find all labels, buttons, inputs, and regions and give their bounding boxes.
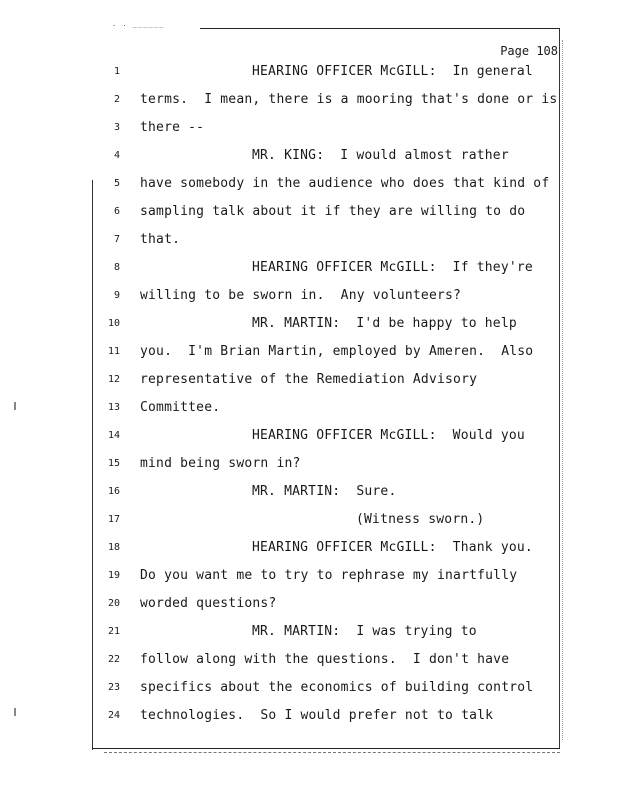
line-text: representative of the Remediation Advisory — [140, 372, 478, 387]
line-number: 2 — [113, 94, 120, 105]
line-text: willing to be sworn in. Any volunteers? — [140, 288, 462, 303]
line-number: 20 — [107, 598, 120, 609]
transcript-line — [0, 172, 618, 200]
line-text: technologies. So I would prefer not to talk — [140, 708, 494, 723]
transcript-line — [0, 116, 618, 144]
line-number: 13 — [107, 402, 120, 413]
transcript-line — [0, 704, 618, 732]
transcript-line — [0, 424, 618, 452]
line-text: follow along with the questions. I don't have — [140, 652, 510, 667]
transcript-line — [0, 284, 618, 312]
transcript-body — [0, 60, 618, 732]
line-number: 18 — [107, 542, 120, 553]
line-text: MR. KING: I would almost rather — [252, 148, 509, 163]
transcript-line — [0, 508, 618, 536]
transcript-line — [0, 368, 618, 396]
transcript-line — [0, 592, 618, 620]
line-text: sampling talk about it if they are willing to do — [140, 204, 526, 219]
transcript-line — [0, 228, 618, 256]
line-number: 5 — [113, 178, 120, 189]
line-number: 9 — [113, 290, 120, 301]
transcript-line — [0, 340, 618, 368]
line-number: 3 — [113, 122, 120, 133]
transcript-line — [0, 60, 618, 88]
transcript-line — [0, 676, 618, 704]
line-number: 8 — [113, 262, 120, 273]
line-number: 23 — [107, 682, 120, 693]
line-text: terms. I mean, there is a mooring that's done or is — [140, 92, 558, 107]
line-text: that. — [140, 232, 181, 247]
line-number: 15 — [107, 458, 120, 469]
line-text: there -- — [140, 120, 205, 135]
transcript-line — [0, 452, 618, 480]
line-number: 24 — [107, 710, 120, 721]
transcript-line — [0, 480, 618, 508]
top-rule — [200, 28, 560, 29]
line-number: 17 — [107, 514, 120, 525]
line-text: specifics about the economics of building control — [140, 680, 534, 695]
bottom-scan-noise — [104, 752, 560, 755]
line-text: MR. MARTIN: I was trying to — [252, 624, 477, 639]
line-number: 21 — [107, 626, 120, 637]
line-number: 10 — [107, 318, 120, 329]
transcript-line — [0, 200, 618, 228]
line-text: HEARING OFFICER McGILL: If they're — [252, 260, 533, 275]
line-text: Do you want me to try to rephrase my inartfully — [140, 568, 518, 583]
line-text: HEARING OFFICER McGILL: Thank you. — [252, 540, 533, 555]
line-number: 19 — [107, 570, 120, 581]
line-text: worded questions? — [140, 596, 277, 611]
line-number: 6 — [113, 206, 120, 217]
line-text: have somebody in the audience who does that kind of — [140, 176, 550, 191]
line-number: 1 — [113, 66, 120, 77]
header-mark: . . ______ — [112, 20, 165, 28]
line-text: (Witness sworn.) — [356, 512, 485, 527]
line-text: mind being sworn in? — [140, 456, 301, 471]
transcript-line — [0, 396, 618, 424]
transcript-line — [0, 620, 618, 648]
transcript-line — [0, 648, 618, 676]
line-number: 16 — [107, 486, 120, 497]
transcript-line — [0, 144, 618, 172]
page-number: Page 108 — [500, 44, 558, 58]
line-number: 7 — [113, 234, 120, 245]
transcript-line — [0, 88, 618, 116]
transcript-line — [0, 564, 618, 592]
line-number: 11 — [107, 346, 120, 357]
transcript-line — [0, 536, 618, 564]
line-text: HEARING OFFICER McGILL: Would you — [252, 428, 525, 443]
line-number: 14 — [107, 430, 120, 441]
line-text: HEARING OFFICER McGILL: In general — [252, 64, 533, 79]
line-number: 12 — [107, 374, 120, 385]
line-text: Committee. — [140, 400, 221, 415]
line-text: MR. MARTIN: Sure. — [252, 484, 397, 499]
line-text: you. I'm Brian Martin, employed by Ameren. Also — [140, 344, 534, 359]
bottom-rule — [92, 748, 560, 749]
transcript-line — [0, 256, 618, 284]
line-number: 22 — [107, 654, 120, 665]
line-text: MR. MARTIN: I'd be happy to help — [252, 316, 517, 331]
line-number: 4 — [113, 150, 120, 161]
transcript-line — [0, 312, 618, 340]
